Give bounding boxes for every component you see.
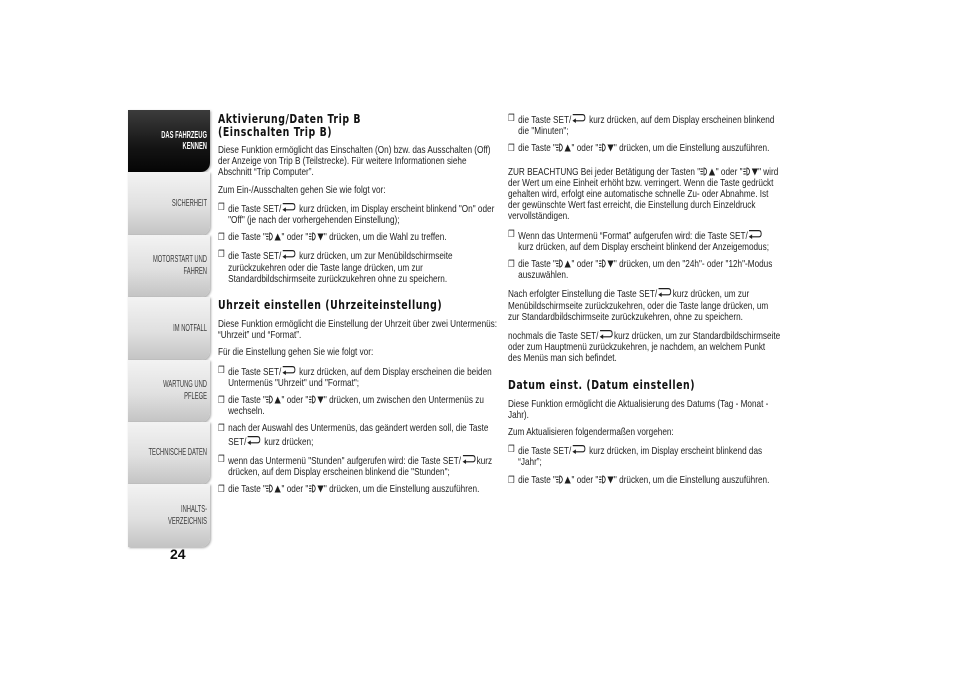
- paragraph: [508, 427, 780, 438]
- text-run: " oder ": [281, 394, 309, 407]
- page-number: 24: [170, 546, 186, 562]
- sidebar-tab-label: [129, 198, 207, 210]
- triangle-down-icon: [317, 396, 324, 404]
- text-run: die Taste ": [228, 231, 266, 244]
- text-run: ZUR BEACHTUNG Bei jeder Betätigung der Tasten ": [508, 165, 701, 178]
- text-run: Zum Aktualisieren folgendermaßen vorgehen:: [508, 426, 674, 439]
- text-run: kurz drücken, um zur Standardbildschirmseite oder zum Hauptmenü zurückzukehren, je nachdem, an welchem Punkt des Menüs man sich befindet.: [508, 330, 781, 365]
- dimmer-button-icon: [700, 167, 708, 176]
- text-run: die Taste ": [518, 258, 556, 271]
- text-run: kurz drücken, auf dem Display erscheinen blinkend die "Stunden";: [228, 454, 493, 479]
- section-heading-line: Aktivierung/Daten Trip B: [218, 112, 362, 126]
- paragraph: [508, 329, 780, 365]
- bullet-item: [218, 484, 500, 495]
- section-heading: [508, 379, 780, 392]
- text-run: Zum Ein-/Ausschalten gehen Sie wie folgt vor:: [218, 183, 386, 196]
- text-run: kurz drücken, auf dem Display erscheinen die beiden Untermenüs "Uhrzeit" und "Format";: [228, 365, 492, 389]
- sidebar-tab-das-fahrzeug-kennen[interactable]: [128, 110, 210, 172]
- sidebar-tab-label: [129, 504, 207, 527]
- note-paragraph: [508, 167, 780, 223]
- bullet-item: [508, 143, 780, 154]
- bullet-item: [508, 229, 780, 253]
- text-run: " oder ": [715, 165, 743, 178]
- dimmer-button-icon: [308, 484, 316, 493]
- text-run: " drücken, um die Einstellung auszuführen.: [613, 142, 770, 155]
- dimmer-button-icon: [308, 395, 316, 404]
- dimmer-button-icon: [598, 143, 606, 152]
- sidebar-tab-label-line: PFLEGE: [184, 390, 207, 402]
- section-heading: [218, 113, 500, 139]
- bullet-item: [218, 395, 500, 417]
- bullet-item: [218, 249, 500, 285]
- sidebar-tab-label: [129, 447, 207, 459]
- text-run: " drücken, um die Wahl zu treffen.: [323, 231, 447, 244]
- set-return-arrow-icon: [572, 444, 586, 454]
- triangle-down-icon: [317, 485, 324, 493]
- sidebar-tab-label-line: INHALTS-: [180, 504, 207, 516]
- bullet-item: [218, 202, 500, 226]
- sidebar-tab-label: [129, 254, 207, 277]
- dimmer-button-icon: [556, 143, 564, 152]
- sidebar-tab-label: [129, 323, 207, 335]
- dimmer-button-icon: [266, 484, 274, 493]
- sidebar-tab-label: [129, 130, 207, 153]
- text-column: [218, 113, 500, 501]
- text-run: nach der Auswahl des Untermenüs, das geändert werden soll, die Taste SET/: [228, 422, 489, 448]
- text-run: kurz drücken, im Display erscheint blinkend das “Jahr”;: [518, 445, 763, 469]
- sidebar-tab-sicherheit[interactable]: [128, 172, 210, 234]
- text-column: [508, 113, 780, 492]
- dimmer-button-icon: [308, 232, 316, 241]
- section-heading-line: Uhrzeit einstellen (Uhrzeiteinstellung): [218, 298, 443, 313]
- set-return-arrow-icon: [282, 365, 296, 375]
- bullet-item: [508, 259, 780, 281]
- sidebar-tab-im-notfall[interactable]: [128, 297, 210, 359]
- text-run: Diese Funktion ermöglicht die Einstellung der Uhrzeit über zwei Untermenüs: “Uhrzeit” und “Format”.: [218, 318, 498, 342]
- text-run: die Taste SET/: [228, 250, 282, 263]
- set-return-arrow-icon: [282, 202, 296, 212]
- text-run: Diese Funktion ermöglicht die Aktualisierung des Datums (Tag - Monat - Jahr).: [508, 397, 769, 421]
- sidebar-tab-inhalts-verzeichnis[interactable]: [128, 484, 210, 546]
- sidebar-tab-technische-daten[interactable]: [128, 422, 210, 484]
- set-return-arrow-icon: [599, 329, 613, 339]
- paragraph: [218, 185, 500, 196]
- sidebar-tab-label-line: TECHNISCHE DATEN: [148, 447, 207, 459]
- bullet-item: [218, 232, 500, 243]
- text-run: die Taste SET/: [518, 445, 572, 458]
- text-run: die Taste SET/: [228, 202, 282, 215]
- dimmer-button-icon: [598, 475, 606, 484]
- text-run: nochmals die Taste SET/: [508, 330, 599, 343]
- sidebar-tab-label-line: KENNEN: [182, 141, 207, 153]
- paragraph: [508, 287, 780, 323]
- text-run: kurz drücken, auf dem Display erscheinen blinkend die "Minuten";: [518, 114, 775, 138]
- triangle-down-icon: [317, 233, 324, 241]
- set-return-arrow-icon: [658, 287, 672, 297]
- section-heading-line: Datum einst. (Datum einstellen): [508, 377, 696, 392]
- bullet-item: [508, 444, 780, 468]
- triangle-down-icon: [607, 476, 614, 484]
- text-run: die Taste ": [228, 483, 266, 496]
- paragraph: [218, 347, 500, 358]
- sidebar-tab-label-line: FAHREN: [183, 265, 207, 277]
- text-run: Diese Funktion ermöglicht das Einschalten (On) bzw. das Ausschalten (Off) der Anzeige von Trip B (Teilstrecke). Für weitere Informationen siehe Abschnitt “Trip Computer”.: [218, 144, 491, 179]
- paragraph: [218, 145, 500, 179]
- paragraph: [508, 399, 780, 421]
- text-run: " drücken, um zwischen den Untermenüs zu wechseln.: [228, 394, 484, 418]
- sidebar-tab-label-line: VERZEICHNIS: [168, 515, 207, 527]
- text-run: kurz drücken, um zur Menübildschirmseite zurückzukehren oder die Taste lange drücken, um zur Standardbildschirmseite zurückzukehren ohne zu speichern.: [228, 250, 453, 285]
- text-run: " oder ": [281, 231, 309, 244]
- text-run: die Taste ": [518, 473, 556, 486]
- dimmer-button-icon: [266, 395, 274, 404]
- section-heading-line: (Einschalten Trip B): [218, 125, 333, 139]
- triangle-down-icon: [751, 168, 758, 176]
- sidebar-tab-motorstart-und-fahren[interactable]: [128, 235, 210, 297]
- triangle-down-icon: [607, 260, 614, 268]
- text-run: die Taste ": [518, 142, 556, 155]
- dimmer-button-icon: [556, 259, 564, 268]
- dimmer-button-icon: [742, 167, 750, 176]
- dimmer-button-icon: [556, 475, 564, 484]
- sidebar-tab-label-line: DAS FAHRZEUG: [161, 129, 207, 141]
- text-run: " drücken, um die Einstellung auszuführen.: [323, 483, 480, 496]
- bullet-item: [508, 113, 780, 137]
- text-run: " drücken, um den "24h"- oder "12h"-Modus auszuwählen.: [518, 258, 773, 282]
- dimmer-button-icon: [598, 259, 606, 268]
- text-run: kurz drücken;: [261, 435, 314, 448]
- text-run: " oder ": [571, 258, 599, 271]
- paragraph: [218, 319, 500, 341]
- bullet-item: [218, 365, 500, 389]
- bullet-item: [218, 423, 500, 447]
- bullet-item: [508, 475, 780, 486]
- sidebar-tab-label-line: MOTORSTART UND: [152, 254, 207, 266]
- text-run: " oder ": [281, 483, 309, 496]
- text-run: wenn das Untermenü "Stunden" aufgerufen wird: die Taste SET/: [228, 454, 461, 467]
- text-run: kurz drücken, im Display erscheint blinkend "On" oder "Off" (je nach der vorhergehenden Einstellung);: [228, 202, 495, 227]
- text-run: kurz drücken, auf dem Display erscheint blinkend der Anzeigemodus;: [518, 240, 769, 253]
- text-run: Für die Einstellung gehen Sie wie folgt vor:: [218, 346, 374, 359]
- text-run: die Taste ": [228, 394, 266, 407]
- set-return-arrow-icon: [572, 113, 586, 123]
- triangle-down-icon: [607, 144, 614, 152]
- sidebar: [128, 110, 210, 547]
- text-run: " oder ": [571, 473, 599, 486]
- section-heading: [218, 299, 500, 312]
- set-return-arrow-icon: [748, 229, 762, 239]
- text-run: " oder ": [571, 142, 599, 155]
- text-run: die Taste SET/: [518, 114, 572, 126]
- sidebar-tab-label-line: IM NOTFALL: [173, 322, 207, 334]
- dimmer-button-icon: [266, 232, 274, 241]
- bullet-item: [218, 454, 500, 478]
- set-return-arrow-icon: [282, 249, 296, 259]
- text-run: " wird der Wert um eine Einheit erhöht bzw. verringert. Wenn die Taste gedrückt gehalten wird, erfolgt eine automatische schnelle Zu- oder Abnahme. Ist der gewünschte Wert fast erreicht, die Einstellung durch Einzeldruck vervollständigen.: [508, 165, 779, 223]
- text-run: " drücken, um die Einstellung auszuführen.: [613, 473, 770, 486]
- text-run: die Taste SET/: [228, 365, 282, 378]
- text-run: Nach erfolgter Einstellung die Taste SET/: [508, 288, 658, 301]
- sidebar-tab-label: [129, 379, 207, 402]
- set-return-arrow-icon: [462, 454, 476, 464]
- text-run: kurz drücken, um zur Menübildschirmseite zurückzukehren, oder die Taste lange drücken, um zur Standardbildschirmseite zurückzukehren, ohne zu speichern.: [508, 288, 769, 323]
- text-run: Wenn das Untermenü “Format” aufgerufen wird: die Taste SET/: [518, 229, 748, 242]
- sidebar-tab-label-line: SICHERHEIT: [171, 197, 207, 209]
- sidebar-tab-wartung-und-pflege[interactable]: [128, 360, 210, 422]
- set-return-arrow-icon: [247, 435, 261, 445]
- sidebar-tab-label-line: WARTUNG UND: [163, 379, 207, 391]
